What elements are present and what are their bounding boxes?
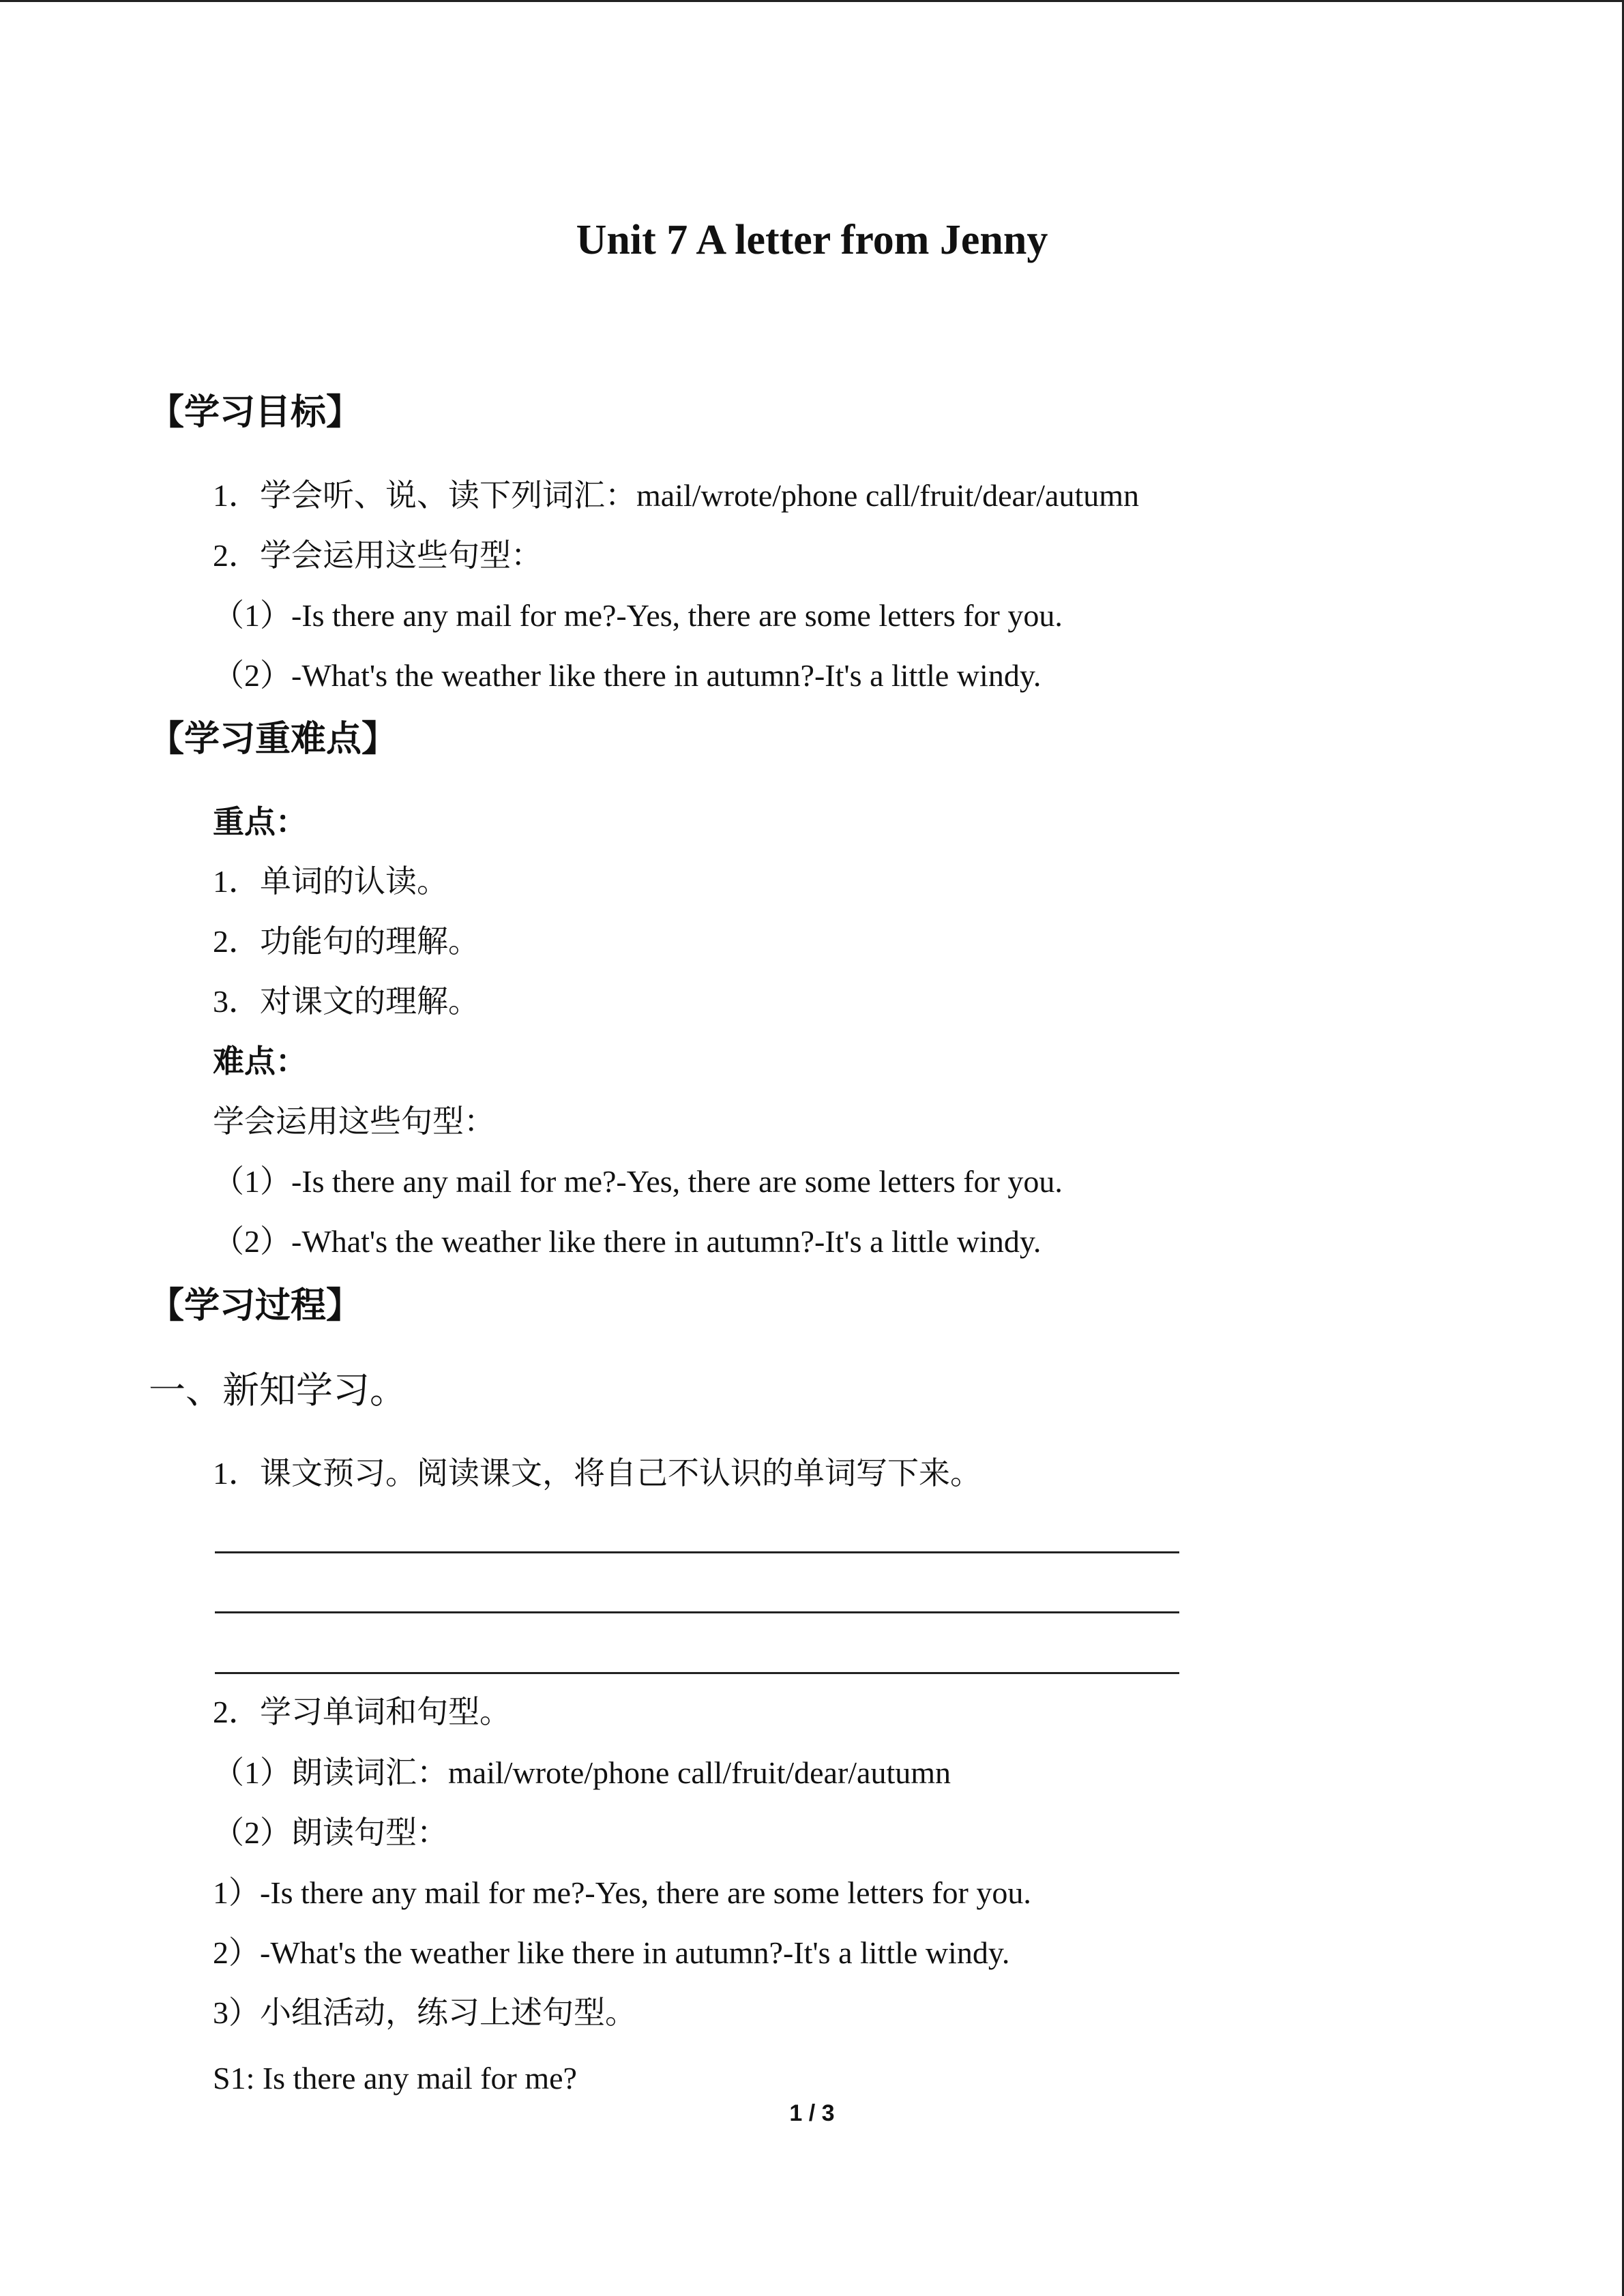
study-line: （1）朗读词汇：mail/wrote/phone call/fruit/dear/autumn (213, 1755, 951, 1790)
study-line: （2）朗读句型： (213, 1815, 448, 1850)
focus-line: 2．功能句的理解。 (213, 924, 479, 959)
page-top-border (0, 0, 1624, 2)
focus-line: 1．单词的认读。 (213, 864, 448, 899)
goal-line: （1）-Is there any mail for me?-Yes, there are some letters for you. (213, 598, 1063, 633)
section-heading-key-points: 【学习重难点】 (149, 719, 398, 760)
answer-blank-line[interactable] (215, 1611, 1179, 1613)
difficulty-line: （2）-What's the weather like there in autumn?-It's a little windy. (213, 1224, 1042, 1259)
study-line: 2）-What's the weather like there in autumn?-It's a little windy. (213, 1935, 1010, 1970)
study-line: 3）小组活动，练习上述句型。 (213, 1995, 636, 2030)
goal-line: （2）-What's the weather like there in autumn?-It's a little windy. (213, 658, 1042, 693)
study-line: S1: Is there any mail for me? (213, 2061, 577, 2096)
study-title: 2．学习单词和句型。 (213, 1695, 511, 1729)
goal-line: 1．学会听、说、读下列词汇：mail/wrote/phone call/fruit/dear/autumn (213, 478, 1140, 513)
page-title: Unit 7 A letter from Jenny (576, 217, 1048, 263)
page-number: 1 / 3 (789, 2100, 835, 2126)
focus-label: 重点： (213, 805, 307, 839)
answer-blank-line[interactable] (215, 1672, 1179, 1674)
difficulty-label: 难点： (213, 1044, 307, 1079)
study-line: 1）-Is there any mail for me?-Yes, there are some letters for you. (213, 1875, 1031, 1910)
part-one-heading: 一、新知学习。 (149, 1370, 407, 1411)
section-heading-process: 【学习过程】 (149, 1285, 362, 1326)
difficulty-line: （1）-Is there any mail for me?-Yes, there are some letters for you. (213, 1164, 1063, 1199)
difficulty-line: 学会运用这些句型： (213, 1104, 495, 1139)
answer-blank-line[interactable] (215, 1551, 1179, 1553)
focus-line: 3．对课文的理解。 (213, 984, 479, 1019)
goal-line: 2．学会运用这些句型： (213, 538, 542, 573)
preview-instruction: 1．课文预习。阅读课文，将自己不认识的单词写下来。 (213, 1456, 981, 1491)
section-heading-goals: 【学习目标】 (149, 392, 362, 433)
